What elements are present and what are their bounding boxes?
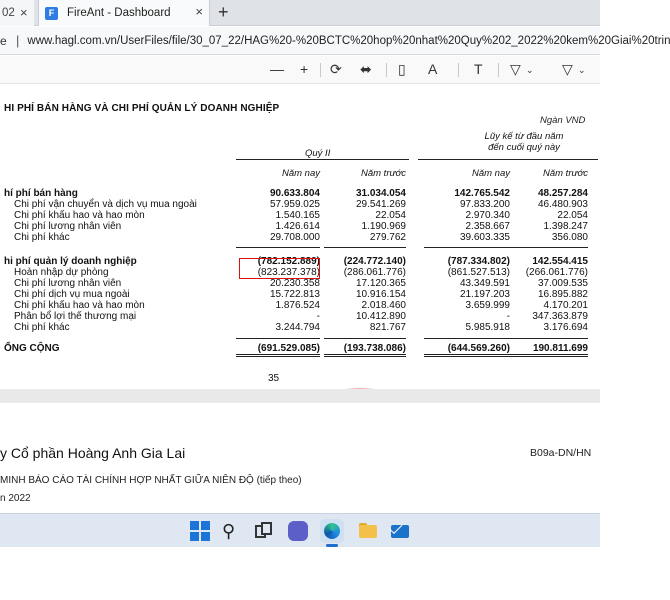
row-label: hi phí quản lý doanh nghiệp	[4, 256, 137, 267]
notes-title: MINH BÁO CÁO TÀI CHÍNH HỢP NHẤT GIỮA NIÊN ĐỘ (tiếp theo)	[0, 475, 302, 486]
toolbar-divider	[386, 63, 387, 77]
row-value: (691.529.085)	[257, 343, 320, 354]
row-value: 2.358.667	[465, 221, 510, 232]
row-label: Chi phí khác	[14, 232, 70, 243]
row-label: Chi phí lương nhân viên	[14, 221, 122, 232]
row-value: 1.876.524	[275, 300, 320, 311]
header-rule	[418, 159, 598, 160]
row-value: 279.762	[369, 232, 406, 243]
subtotal-rule	[506, 338, 588, 339]
row-value: 4.170.201	[543, 300, 588, 311]
company-name: y Cổ phần Hoàng Anh Gia Lai	[0, 445, 186, 461]
column-group-ytd	[434, 131, 614, 153]
column-header: Năm nay	[281, 168, 320, 179]
row-value: 10.916.154	[355, 289, 406, 300]
row-value: 31.034.054	[355, 188, 406, 199]
row-value: 17.120.365	[355, 278, 406, 289]
subtotal-rule	[424, 247, 510, 248]
table-row	[0, 199, 600, 210]
row-value: 1.398.247	[543, 221, 588, 232]
row-value: 1.426.614	[275, 221, 320, 232]
row-value: (644.569.260)	[447, 343, 510, 354]
row-value: 3.244.794	[275, 322, 320, 333]
total-double-rule	[506, 354, 588, 357]
total-double-rule	[236, 354, 320, 357]
toolbar-divider	[458, 63, 459, 77]
row-value: 37.009.535	[537, 278, 588, 289]
row-value: 20.230.358	[269, 278, 320, 289]
subtotal-rule	[424, 338, 510, 339]
row-value: 3.659.999	[465, 300, 510, 311]
column-group-ytd-line2: đến cuối quý này	[488, 142, 560, 153]
row-value: 21.197.203	[459, 289, 510, 300]
row-value: -	[316, 311, 320, 322]
close-icon[interactable]: ×	[20, 5, 28, 20]
fireant-favicon-icon: F	[45, 7, 58, 20]
row-value: 190.811.699	[532, 343, 588, 354]
row-value: 57.959.025	[269, 199, 320, 210]
url-field[interactable]: www.hagl.com.vn/UserFiles/file/30_07_22/HAG%20-%20BCTC%20hop%20nhat%20Quy%202_2022%20kem%20Giai%20trin	[27, 34, 670, 47]
table-row	[0, 278, 600, 289]
table-row	[0, 300, 600, 311]
rotate-icon[interactable]: ⟳	[330, 61, 342, 77]
tab-label: 02	[2, 7, 15, 19]
table-row	[0, 289, 600, 300]
row-value: (193.738.086)	[343, 343, 406, 354]
section-heading: HI PHÍ BÁN HÀNG VÀ CHI PHÍ QUẢN LÝ DOANH NGHIỆP	[4, 103, 280, 114]
column-header: Năm trước	[542, 168, 588, 179]
row-value: (286.061.776)	[343, 267, 406, 278]
minus-icon[interactable]: —	[270, 61, 284, 77]
teams-chat-icon[interactable]	[288, 521, 308, 541]
row-label: Chi phí khác	[14, 322, 70, 333]
row-value: 142.765.542	[454, 188, 510, 199]
column-header: Năm nay	[471, 168, 510, 179]
row-value: 1.540.165	[275, 210, 320, 221]
row-value: 3.176.694	[543, 322, 588, 333]
row-value: (782.152.889)	[257, 256, 320, 267]
pdf-page	[0, 84, 600, 389]
row-value: (224.772.140)	[343, 256, 406, 267]
tab-fireant-dashboard[interactable]	[38, 0, 210, 26]
windows-taskbar	[0, 513, 600, 547]
pdf-toolbar	[0, 56, 600, 84]
address-bar	[0, 27, 670, 55]
row-label: Chi phí khấu hao và hao mòn	[14, 300, 145, 311]
subtotal-rule	[236, 338, 320, 339]
table-row	[0, 343, 600, 354]
edge-browser-icon[interactable]	[320, 519, 344, 543]
tab-label: FireAnt - Dashboard	[67, 7, 171, 19]
row-value: 16.895.882	[537, 289, 588, 300]
form-code: B09a-DN/HN	[530, 447, 592, 459]
row-value: -	[506, 311, 510, 322]
row-label: Chi phí dịch vụ mua ngoài	[14, 289, 130, 300]
row-label: Chi phí lương nhân viên	[14, 278, 122, 289]
row-value: 48.257.284	[537, 188, 588, 199]
toolbar-divider	[498, 63, 499, 77]
unit-label: Ngàn VND	[540, 115, 586, 126]
table-row	[0, 322, 600, 333]
row-label: Phân bổ lợi thế thương mại	[14, 311, 137, 322]
column-header: Năm trước	[360, 168, 406, 179]
subtotal-rule	[506, 247, 588, 248]
row-value: 142.554.415	[532, 256, 588, 267]
row-value: 821.767	[369, 322, 406, 333]
table-row	[0, 188, 600, 199]
vertical-bar-icon: |	[16, 33, 20, 48]
column-group-quarter: Quý II	[305, 148, 331, 159]
report-period: n 2022	[0, 493, 31, 504]
row-value: 347.363.879	[532, 311, 588, 322]
active-app-indicator	[326, 544, 338, 547]
browser-tab-strip	[0, 0, 600, 26]
row-value: 90.633.804	[269, 188, 320, 199]
table-row	[0, 221, 600, 232]
row-value: 10.412.890	[355, 311, 406, 322]
read-aloud-icon[interactable]: A	[428, 61, 438, 77]
chevron-down-icon[interactable]: ⌄	[526, 65, 534, 75]
row-value: (861.527.513)	[447, 267, 510, 278]
search-icon[interactable]: ⚲	[222, 521, 236, 541]
pdf-next-page	[0, 403, 600, 513]
row-value: 22.054	[557, 210, 588, 221]
task-view-icon[interactable]	[254, 521, 274, 541]
row-label: hí phí bán hàng	[4, 188, 78, 199]
row-value: 22.054	[375, 210, 406, 221]
row-label: Chi phí vận chuyển và dịch vụ mua ngoài	[14, 199, 197, 210]
table-row	[0, 232, 600, 243]
page-separator	[0, 389, 600, 403]
file-explorer-icon[interactable]	[358, 521, 378, 541]
page-number: 35	[268, 373, 280, 384]
row-value: 43.349.591	[459, 278, 510, 289]
subtotal-rule	[324, 338, 406, 339]
row-value: 356.080	[551, 232, 588, 243]
row-value: 2.018.460	[361, 300, 406, 311]
subtotal-rule	[236, 247, 320, 248]
total-double-rule	[324, 354, 406, 357]
row-value: 29.708.000	[269, 232, 320, 243]
chevron-down-icon[interactable]: ⌄	[578, 65, 586, 75]
row-value: 1.190.969	[361, 221, 406, 232]
two-page-icon[interactable]: ▯	[398, 61, 406, 77]
table-row	[0, 210, 600, 221]
plus-icon[interactable]: +	[300, 61, 309, 77]
close-icon[interactable]: ×	[195, 4, 203, 19]
row-label: Chi phí khấu hao và hao mòn	[14, 210, 145, 221]
windows-start-icon[interactable]	[190, 521, 210, 541]
toolbar-divider	[320, 63, 321, 77]
header-rule	[236, 159, 409, 160]
row-value: 29.541.269	[355, 199, 406, 210]
row-value: (823.237.378)	[257, 267, 320, 278]
table-row	[0, 311, 600, 322]
desktop-background	[0, 548, 600, 600]
row-label: ỔNG CỘNG	[4, 343, 60, 354]
subtotal-rule	[324, 247, 406, 248]
row-label: Hoàn nhập dự phòng	[14, 267, 109, 278]
row-value: (787.334.802)	[447, 256, 510, 267]
row-value: 46.480.903	[537, 199, 588, 210]
address-prefix: e	[0, 33, 7, 48]
column-group-ytd-line1: Lũy kế từ đầu năm	[484, 131, 564, 142]
highlight-icon[interactable]: ▽	[562, 61, 573, 77]
row-value: 5.985.918	[465, 322, 510, 333]
mail-icon[interactable]	[390, 521, 410, 541]
total-double-rule	[424, 354, 510, 357]
fit-width-icon[interactable]: ⬌	[360, 61, 372, 77]
new-tab-button[interactable]: +	[218, 2, 229, 22]
tab-previous[interactable]	[0, 0, 34, 26]
row-value: 97.833.200	[459, 199, 510, 210]
text-icon[interactable]: T	[474, 61, 483, 77]
row-value: 2.970.340	[465, 210, 510, 221]
row-value: 39.603.335	[459, 232, 510, 243]
row-value: 15.722.813	[269, 289, 320, 300]
draw-icon[interactable]: ▽	[510, 61, 521, 77]
row-value: (266.061.776)	[525, 267, 588, 278]
highlight-box	[239, 258, 320, 279]
